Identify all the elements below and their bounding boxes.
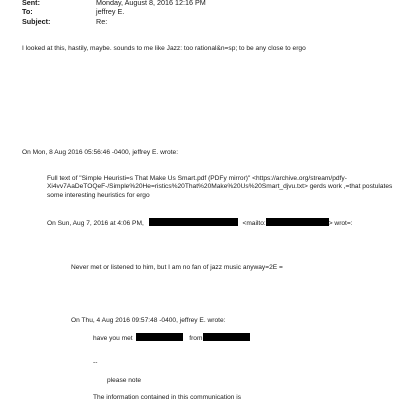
sent-value: Monday, August 8, 2016 12:16 PM — [96, 0, 206, 7]
please-note-text: please note — [107, 377, 142, 384]
info-text: The information contained in this communication is — [93, 394, 242, 400]
subject-value: Re: — [96, 17, 108, 26]
sent-label: Sent: — [22, 0, 40, 7]
quote2-prefix: On Sun, Aug 7, 2016 at 4:06 PM, — [47, 220, 144, 227]
to-value: jeffrey E. — [96, 7, 125, 16]
have-you-met-text: have you met — [93, 335, 133, 342]
signature-dashes: -- — [93, 359, 98, 366]
quote1-line1: Full text of "Simple Heuristi=s That Make Us Smart.pdf (PDFy mirror)" <https://archive.org/stream/pdfy- — [47, 175, 347, 182]
to-label: To: — [22, 7, 33, 16]
quote3-have-you-met-line — [93, 333, 250, 343]
reply-text: I looked at this, hastily, maybe. sounds to me like Jazz: too rational&n=sp; to be any close to ergo — [22, 45, 306, 52]
quote1-attribution: On Mon, 8 Aug 2016 05:56:46 -0400, jeffrey E. wrote: — [22, 149, 179, 156]
redaction-block — [136, 333, 183, 341]
redaction-block — [266, 218, 329, 226]
from-text: from — [189, 335, 203, 342]
redaction-block — [203, 333, 250, 341]
quote1-line3: some interesting heuristics for ergo — [47, 192, 150, 199]
subject-label: Subject: — [22, 17, 51, 26]
quote2-mailto: <mailto: — [242, 220, 266, 227]
quote3-attribution: On Thu, 4 Aug 2016 09:57:48 -0400, jeffrey E. wrote: — [71, 317, 226, 324]
redaction-block — [149, 218, 238, 226]
quote2-attribution — [47, 218, 353, 228]
quote1-line2: Xi4vv7AaDeTOQeF-/Simple%20He=ristics%20That%20Make%20Us%20Smart_djvu.txt> gerds work ,=that postulates — [47, 183, 393, 190]
quote2-text: Never met or listened to him, but I am no fan of jazz music anyway=2E = — [71, 264, 283, 271]
quote2-suffix: > wrot=: — [328, 220, 353, 227]
